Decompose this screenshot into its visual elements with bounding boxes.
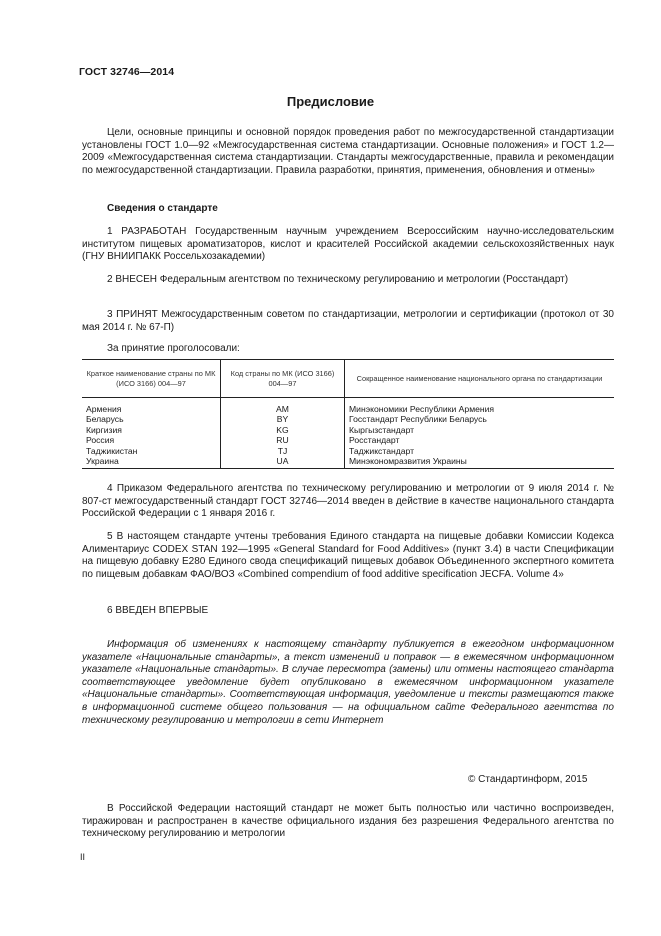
voting-countries-table	[82, 359, 614, 469]
item-2-submitted: 2 ВНЕСЕН Федеральным агентством по техническому регулированию и метрологии (Росстандарт)	[107, 274, 569, 285]
country-name-cell: Беларусь	[86, 414, 124, 425]
page-number: II	[80, 852, 86, 862]
table-header-standards-body: Сокращенное наименование национального органа по стандартизации	[345, 360, 615, 398]
table-row	[82, 435, 614, 445]
reproduction-notice: В Российской Федерации настоящий стандарт не может быть полностью или частично воспроизведен, тиражирован и распространен в качестве официального издания без разрешения Федерального агентства по техническому регулированию и метрологии	[82, 803, 614, 840]
country-code-cell: AM	[221, 398, 345, 415]
table-row	[82, 446, 614, 456]
country-code-cell: UA	[221, 456, 345, 469]
standards-body-cell: Госстандарт Республики Беларусь	[349, 414, 487, 425]
table-header-country-name: Краткое наименование страны по МК (ИСО 3166) 004—97	[82, 360, 221, 398]
voted-label: За принятие проголосовали:	[107, 343, 240, 354]
standards-body-cell: Кыргызстандарт	[349, 424, 415, 435]
changes-notice: Информация об изменениях к настоящему стандарту публикуется в ежегодном информационном указателе «Национальные стандарты», а текст изменений и поправок — в ежемесячном информационном указателе «Национальные стандарты». В случае пересмотра (замены) или отмены настоящего стандарта соответствующее уведомление будет опубликовано в ежемесячном информационном указателе «Национальные стандарты». Соответствующая информация, уведомление и тексты размещаются также в информационной системе общего пользования — на официальном сайте Федерального агентства по техническому регулированию и метрологии в сети Интернет	[82, 639, 614, 726]
table-header-country-code: Код страны по МК (ИСО 3166) 004—97	[221, 360, 345, 398]
table-row	[82, 414, 614, 424]
table-row	[82, 456, 614, 469]
standards-body-cell: Минэкономики Республики Армения	[349, 404, 495, 414]
standards-body-cell: Минэкономразвития Украины	[345, 456, 615, 469]
country-name-cell: Россия	[86, 435, 115, 446]
item-5-requirements: 5 В настоящем стандарте учтены требования Единого стандарта на пищевые добавки Комиссии Кодекса Алиментариус CODEX STAN 192—1995 «General Standard for Food Additives» (пункт 3.4) в части Спецификации на пищевую добавку Е280 Единого свода спецификаций пищевых добавок Объединенного экспертного комитета по пищевым добавкам ФАО/ВОЗ «Combined compendium of food additive specification JECFA. Volume 4»	[82, 531, 614, 580]
item-6-introduced: 6 ВВЕДЕН ВПЕРВЫЕ	[107, 605, 209, 616]
country-name-cell: Украина	[82, 456, 221, 469]
country-code-cell: BY	[221, 414, 345, 424]
item-1-developed: 1 РАЗРАБОТАН Государственным научным учреждением Всероссийским научно-исследовательским институтом пищевых ароматизаторов, кислот и красителей Российской академии сельскохозяйственных наук (ГНУ ВНИИПАКК Россельхозакадемии)	[82, 226, 614, 263]
standards-body-cell: Росстандарт	[349, 435, 400, 446]
intro-paragraph: Цели, основные принципы и основной порядок проведения работ по межгосударственной стандартизации установлены ГОСТ 1.0—92 «Межгосударственная система стандартизации. Основные положения» и ГОСТ 1.2—2009 «Межгосударственная система стандартизации. Стандарты межгосударственные, правила и рекомендации по межгосударственной стандартизации. Правила разработки, принятия, применения, обновления и отмены»	[82, 127, 614, 176]
copyright: © Стандартинформ, 2015	[468, 774, 588, 785]
table-header-row	[82, 360, 614, 398]
table-row	[82, 398, 614, 415]
document-code-header: ГОСТ 32746—2014	[79, 66, 175, 78]
standards-body-cell: Таджикстандарт	[349, 445, 415, 456]
country-code-cell: KG	[221, 425, 345, 435]
item-4-enacted: 4 Приказом Федерального агентства по техническому регулированию и метрологии от 9 июля 2014 г. № 807-ст межгосударственный стандарт ГОСТ 32746—2014 введен в действие в качестве национального стандарта Российской Федерации с 1 января 2016 г.	[82, 483, 614, 520]
table-row	[82, 425, 614, 435]
country-name-cell: Киргизия	[86, 424, 122, 435]
country-code-cell: TJ	[221, 446, 345, 456]
item-3-adopted: 3 ПРИНЯТ Межгосударственным советом по стандартизации, метрологии и сертификации (протокол от 30 мая 2014 г. № 67-П)	[82, 309, 614, 333]
section-heading: Сведения о стандарте	[107, 203, 218, 214]
country-name-cell: Таджикистан	[86, 445, 138, 456]
page-title: Предисловие	[286, 94, 375, 109]
country-code-cell: RU	[221, 435, 345, 445]
country-name-cell: Армения	[86, 404, 122, 414]
